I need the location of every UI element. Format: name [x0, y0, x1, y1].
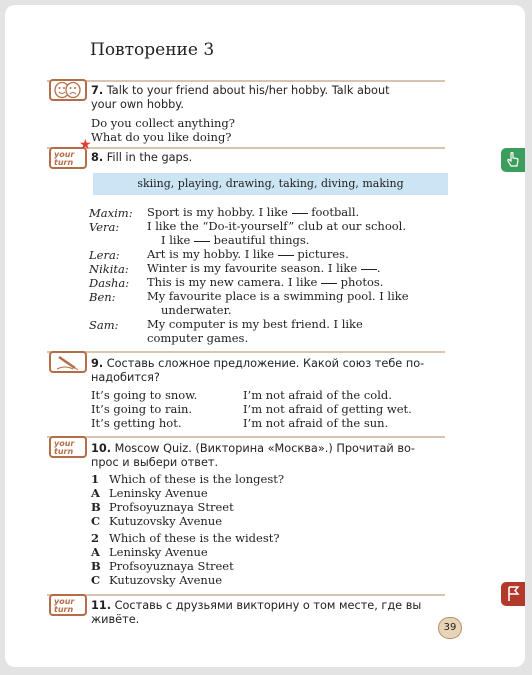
dialogue-speaker: Maxim: — [89, 206, 133, 220]
sentence-part-right: I’m not afraid of getting wet. — [243, 402, 412, 416]
task7-number: 7. — [91, 84, 104, 97]
task8-separator — [47, 147, 445, 149]
quiz-option-text: Kutuzovsky Avenue — [109, 573, 223, 587]
flag-icon[interactable] — [501, 582, 525, 606]
quiz-question-number: 2 — [91, 531, 100, 545]
dialogue-text: beautiful things. — [213, 232, 310, 247]
task10-instruction: 10. Moscow Quiz. (Викторина «Москва».) Прочитай во- прос и выбери ответ. — [91, 442, 415, 469]
task7-question-1: Do you collect anything? — [91, 116, 235, 130]
quiz-option-text: Profsoyuznaya Street — [109, 559, 234, 573]
quiz-option-letter: A — [91, 486, 100, 500]
task11-instruction: 11. Составь с друзьями викторину о том месте, где вы живёте. — [91, 599, 422, 626]
task11-separator — [47, 594, 445, 596]
quiz-option-letter: A — [91, 545, 100, 559]
dialogue-continuation — [147, 304, 447, 318]
dialogue-line — [147, 262, 447, 276]
task7-question-2: What do you like doing? — [91, 130, 232, 144]
dialogue-text: . — [376, 261, 381, 275]
quiz-option-text: Leninsky Avenue — [109, 486, 208, 500]
dialogue-speaker: Ben: — [89, 290, 116, 304]
dialogue-text: pictures. — [297, 247, 349, 261]
dialogue-text: Sport is my hobby. I like — [147, 205, 288, 219]
task8-number: 8. — [91, 151, 104, 164]
pen-icon — [49, 351, 87, 373]
dialogue-speaker: Sam: — [89, 318, 119, 332]
gap-blank — [361, 269, 377, 270]
sentence-part-right: I’m not afraid of the cold. — [243, 388, 392, 402]
quiz-option-text: Leninsky Avenue — [109, 545, 208, 559]
quiz-option[interactable] — [91, 486, 208, 500]
word-bank: skiing, playing, drawing, taking, diving, making — [93, 173, 448, 195]
sentence-part-left: It’s going to rain. — [91, 402, 193, 416]
quiz-option-text: Profsoyuznaya Street — [109, 500, 234, 514]
dialogue-text: My favourite place is a swimming pool. I like — [147, 289, 409, 303]
quiz-option[interactable] — [91, 500, 234, 514]
quiz-option-letter: B — [91, 559, 101, 573]
dialogue-speaker: Vera: — [89, 220, 120, 234]
task11-number: 11. — [91, 599, 112, 612]
dialogue-line — [147, 276, 447, 290]
dialogue-text: photos. — [340, 275, 384, 289]
quiz-option[interactable] — [91, 545, 208, 559]
dialogue-text: underwater. — [161, 302, 232, 317]
your-turn-icon: your turn — [49, 147, 87, 169]
quiz-option-letter: B — [91, 500, 101, 514]
sentence-part-left: It’s going to snow. — [91, 388, 198, 402]
task9-number: 9. — [91, 357, 104, 370]
quiz-question — [91, 472, 284, 486]
dialogue-text: Winter is my favourite season. I like — [147, 261, 358, 275]
sentence-part-right: I’m not afraid of the sun. — [243, 416, 389, 430]
hand-point-icon[interactable] — [501, 148, 525, 172]
task9-instruction: 9. Составь сложное предложение. Какой союз тебе по- надобится? — [91, 357, 425, 384]
quiz-option-letter: C — [91, 573, 101, 587]
task8-instruction: 8. Fill in the gaps. — [91, 151, 193, 164]
dialogue-continuation — [147, 332, 447, 346]
your-turn-icon: your turn — [49, 436, 87, 458]
quiz-option-letter: C — [91, 514, 101, 528]
dialogue-speaker: Dasha: — [89, 276, 130, 290]
dialogue-text: Art is my hobby. I like — [147, 247, 275, 261]
dialogue-speaker: Lera: — [89, 248, 120, 262]
gap-blank — [194, 241, 210, 242]
quiz-option-text: Kutuzovsky Avenue — [109, 514, 223, 528]
dialogue-speaker: Nikita: — [89, 262, 129, 276]
page-title: Повторение 3 — [90, 40, 215, 60]
textbook-page — [5, 5, 525, 667]
dialogue-line — [147, 318, 447, 345]
quiz-question — [91, 531, 280, 545]
dialogue-line — [147, 206, 447, 220]
gap-blank — [292, 213, 308, 214]
gap-blank — [321, 283, 337, 284]
quiz-question-text: Which of these is the longest? — [109, 472, 285, 486]
quiz-question-text: Which of these is the widest? — [109, 531, 280, 545]
sentence-part-left: It’s getting hot. — [91, 416, 182, 430]
task7-separator — [47, 80, 445, 82]
dialogue-line — [147, 220, 447, 247]
quiz-question-number: 1 — [91, 472, 100, 486]
dialogue-continuation — [147, 234, 447, 248]
dialogue-text: My computer is my best friend. I like — [147, 317, 363, 331]
quiz-option[interactable] — [91, 573, 222, 587]
task9-separator — [47, 351, 445, 353]
quiz-option[interactable] — [91, 559, 234, 573]
dialogue-text: computer games. — [147, 330, 249, 345]
dialogue-text: I like the “Do-it-yourself” club at our school. — [147, 219, 407, 233]
page-number: 39 — [438, 617, 462, 639]
masks-icon — [49, 79, 87, 101]
star-icon: ★ — [79, 137, 92, 153]
dialogue-line — [147, 248, 447, 262]
dialogue-text: This is my new camera. I like — [147, 275, 318, 289]
quiz-option[interactable] — [91, 514, 222, 528]
gap-blank — [278, 255, 294, 256]
dialogue-line — [147, 290, 447, 317]
task7-instruction: 7. Talk to your friend about his/her hobby. Talk about your own hobby. — [91, 84, 390, 111]
task10-separator — [47, 436, 445, 438]
task10-number: 10. — [91, 442, 112, 455]
dialogue-text: I like — [161, 232, 191, 247]
your-turn-icon: your turn — [49, 594, 87, 616]
dialogue-text: football. — [311, 205, 360, 219]
